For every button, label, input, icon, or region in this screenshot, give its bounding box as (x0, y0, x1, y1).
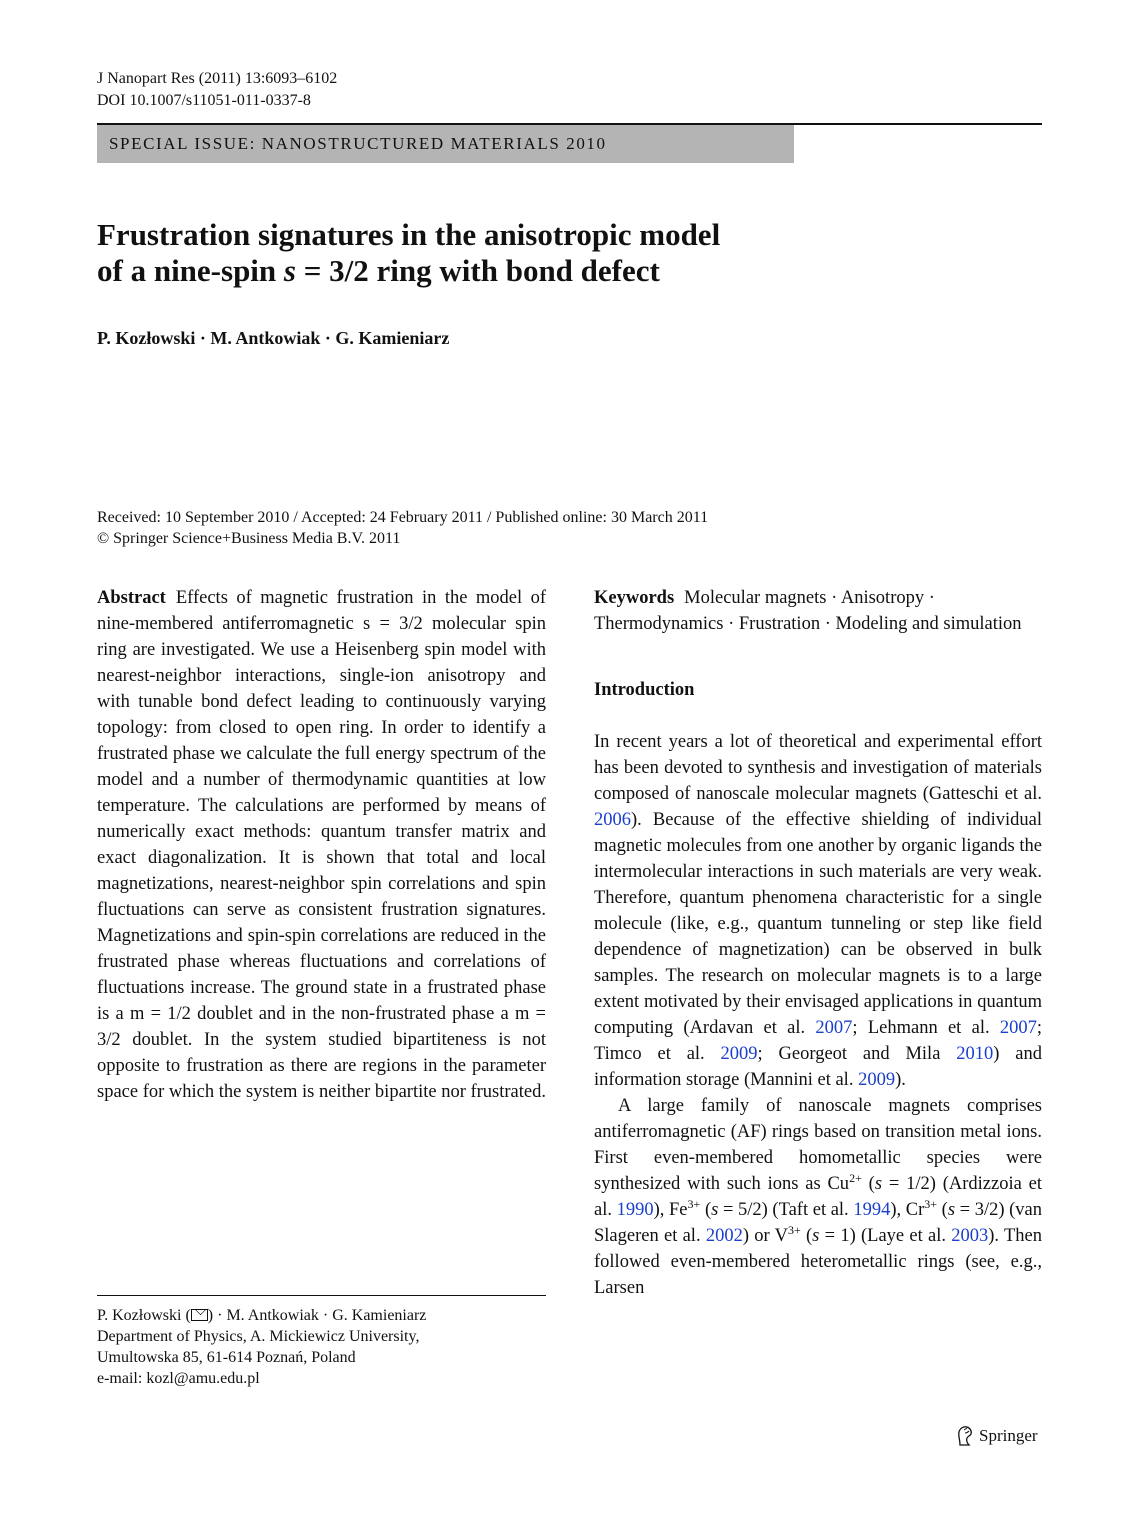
left-column (97, 585, 546, 1105)
affiliation-text: ) · M. Antkowiak · G. Kamieniarz (207, 1307, 427, 1324)
intro-paragraph-1 (594, 729, 1042, 1093)
title-text: = 3/2 ring with bond defect (296, 253, 660, 288)
math-variable: s (874, 1174, 883, 1194)
doi[interactable]: DOI 10.1007/s11051-011-0337-8 (97, 92, 311, 109)
math-variable: s (947, 1200, 956, 1220)
publisher-name: Springer (979, 1426, 1038, 1445)
paragraph-text: ) or V (742, 1226, 788, 1246)
journal-info (97, 68, 337, 112)
paragraph-text: = 5/2) (Taft et al. (718, 1200, 854, 1220)
affiliation-email[interactable]: e-mail: kozl@amu.edu.pl (97, 1370, 260, 1387)
abstract-heading: Abstract (97, 588, 166, 608)
citation-link[interactable]: 1994 (853, 1200, 891, 1220)
intro-paragraph-2 (594, 1093, 1042, 1301)
dates-line: Received: 10 September 2010 / Accepted: 24 February 2011 / Published online: 30 March 2011 (97, 509, 709, 526)
affiliation-text: P. Kozłowski ( (97, 1307, 191, 1324)
citation-link[interactable]: 1990 (616, 1200, 654, 1220)
right-column (594, 585, 1042, 1301)
introduction-heading: Introduction (594, 680, 695, 700)
special-issue-banner: SPECIAL ISSUE: NANOSTRUCTURED MATERIALS 2010 (97, 125, 794, 163)
article-title (97, 217, 877, 289)
paragraph-text: = 3/2) (van Slageren et al. (594, 1200, 1042, 1246)
math-variable: s (812, 1226, 820, 1246)
keywords (594, 585, 1042, 637)
citation-link[interactable]: 2002 (705, 1226, 743, 1246)
paragraph-text: ), Fe (653, 1200, 688, 1220)
author-affiliation (97, 1305, 426, 1389)
author-list: P. Kozłowski · M. Antkowiak · G. Kamieniarz (97, 328, 450, 348)
affiliation-authors (97, 1305, 426, 1326)
paragraph-text: ) and information storage (Mannini et al. (594, 1044, 1043, 1090)
copyright-line: © Springer Science+Business Media B.V. 2011 (97, 530, 401, 547)
springer-horse-icon (955, 1425, 975, 1447)
citation-link[interactable]: 2003 (951, 1226, 989, 1246)
title-text: of a nine-spin (97, 253, 284, 288)
title-math-s: s (283, 253, 296, 288)
abstract (97, 585, 546, 1105)
title-line-2 (97, 253, 877, 289)
paragraph-text: ; Georgeot and Mila (757, 1044, 957, 1064)
paragraph-text: ( (937, 1200, 948, 1220)
paragraph-text: ). Then followed even-membered heterometallic rings (see, e.g., Larsen (594, 1226, 1042, 1298)
journal-citation: J Nanopart Res (2011) 13:6093–6102 (97, 70, 338, 87)
paragraph-text: ; Lehmann et al. (852, 1018, 1000, 1038)
affiliation-department: Department of Physics, A. Mickiewicz University, (97, 1328, 420, 1345)
paragraph-text: A large family of nanoscale magnets comprises antiferromagnetic (AF) rings based on transition metal ions. First even-membered homometallic species were synthesized with such ions as Cu (594, 1096, 1042, 1194)
citation-link[interactable]: 2010 (956, 1044, 994, 1064)
paragraph-text: ), Cr (890, 1200, 925, 1220)
envelope-icon (191, 1309, 208, 1321)
paragraph-text: ( (700, 1200, 712, 1220)
citation-link[interactable]: 2009 (858, 1070, 896, 1090)
footnote-rule (97, 1295, 546, 1296)
superscript: 3+ (924, 1196, 938, 1211)
paragraph-text: ; Timco et al. (594, 1018, 1042, 1064)
keywords-heading: Keywords (594, 588, 675, 608)
citation-link[interactable]: 2009 (720, 1044, 758, 1064)
paragraph-text: ). (895, 1070, 906, 1090)
publisher-logo (955, 1424, 1038, 1448)
citation-link[interactable]: 2007 (815, 1018, 853, 1038)
superscript: 3+ (687, 1196, 701, 1211)
affiliation-address: Umultowska 85, 61-614 Poznań, Poland (97, 1349, 356, 1366)
citation-link[interactable]: 2007 (999, 1018, 1037, 1038)
keywords-text: Molecular magnets · Anisotropy · Thermodynamics · Frustration · Modeling and simulation (594, 588, 1022, 634)
title-line-1: Frustration signatures in the anisotropic model (97, 217, 721, 252)
superscript: 2+ (849, 1170, 862, 1185)
paragraph-text: = 1) (Laye et al. (819, 1226, 952, 1246)
math-variable: s (711, 1200, 719, 1220)
paragraph-text: In recent years a lot of theoretical and experimental effort has been devoted to synthesis and investigation of materials composed of nanoscale molecular magnets (Gatteschi et al. (594, 732, 1042, 804)
citation-link[interactable]: 2006 (594, 810, 631, 830)
publication-history (97, 507, 708, 549)
paragraph-text: ). Because of the effective shielding of individual magnetic molecules from one another by organic ligands the intermolecular interactions in such materials are very weak. Therefore, quantum phenomena characteristic for a single molecule (like, e.g., quantum tunneling or step like field dependence of magnetization) can be observed in bulk samples. The research on molecular magnets is to a large extent motivated by their envisaged applications in quantum computing (Ardavan et al. (594, 810, 1042, 1038)
paragraph-text: ( (800, 1226, 813, 1246)
superscript: 3+ (787, 1222, 801, 1237)
paragraph-text: = 1/2) (Ardizzoia et al. (594, 1174, 1042, 1220)
abstract-text: Effects of magnetic frustration in the model of nine-membered antiferromagnetic s = 3/2 molecular spin ring are investigated. We use a Heisenberg spin model with nearest-neighbor interactions, single-ion anisotropy and with tunable bond defect leading to continuously varying topology: from closed to open ring. In order to identify a frustrated phase we calculate the full energy spectrum of the model and a number of thermodynamic quantities at low temperature. The calculations are performed by means of numerically exact methods: quantum transfer matrix and exact diagonalization. It is shown that total and local magnetizations, nearest-neighbor spin correlations and spin fluctuations can serve as consistent frustration signatures. Magnetizations and spin-spin correlations are reduced in the frustrated phase whereas fluctuations and correlations of fluctuations increase. The ground state in a frustrated phase is a m = 1/2 doublet and in the non-frustrated phase a m = 3/2 doublet. In the system studied bipartiteness is not opposite to frustration as there are regions in the parameter space for which the system is neither bipartite nor frustrated. (97, 588, 546, 1102)
paragraph-text: ( (861, 1174, 875, 1194)
